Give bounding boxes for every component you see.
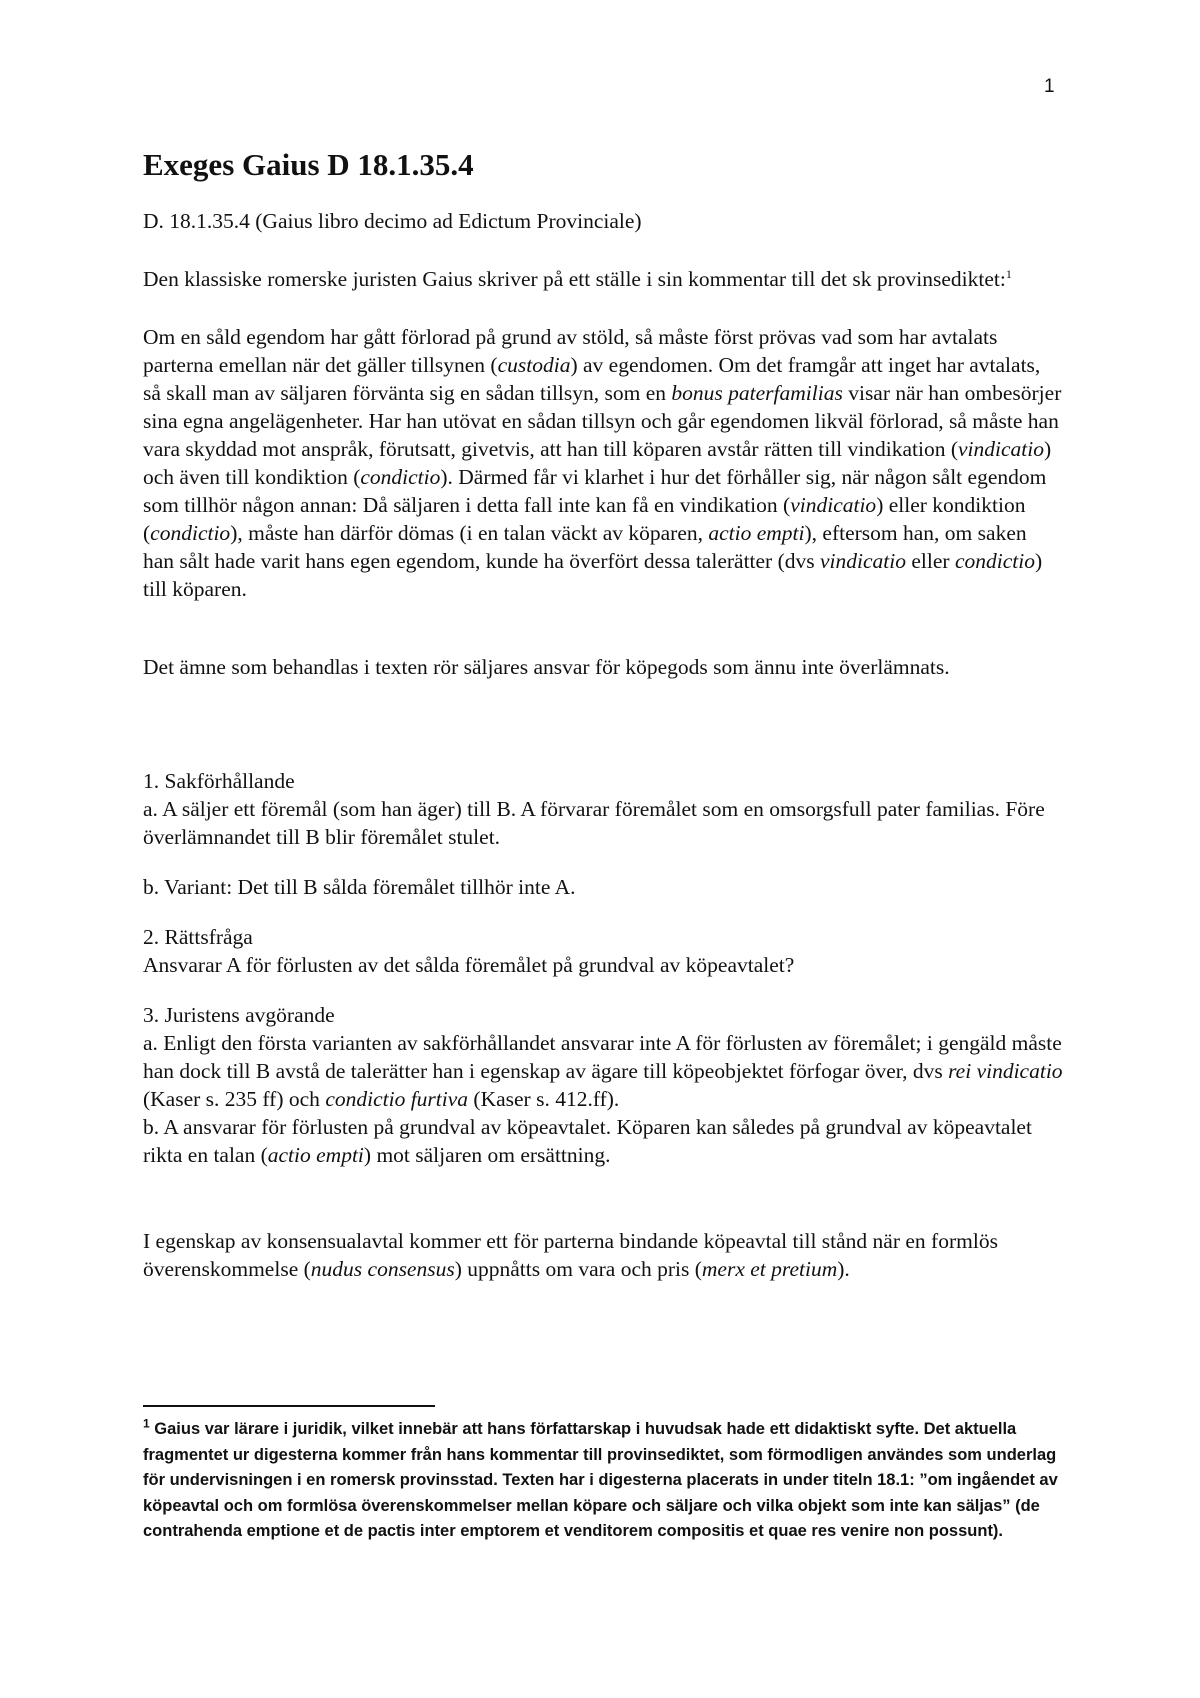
footnote-separator [143,1405,435,1407]
translation-paragraph [143,323,1063,603]
footnote-ref[interactable]: 1 [1005,266,1012,281]
intro-paragraph [143,265,1063,293]
document-body [143,145,1063,1283]
decision-text: ) mot säljaren om ersättning. [363,1143,611,1167]
translation-text: Om en såld egendom har gått förlorad på grund av stöld, så måste först prövas vad som har avtalats parterna emellan när det gäller tillsynen ( [143,325,998,377]
translation-text: visar när han ombesörjer sina egna angelägenheter. Har han utövat en sådan tillsyn och går egendomen likväl förlorad, så måste han vara skyddad mot anspråk, förutsatt, givetvis, att han till köparen avstår rätten till vindikation ( [143,381,1062,461]
latin-term: bonus paterfamilias [671,381,843,405]
facts-heading: 1. Sakförhållande [143,769,295,793]
latin-term: vindicatio [790,493,877,517]
footnote [143,1417,1063,1545]
translation-text: ) till köparen. [143,549,1043,601]
translation-text: ) eller kondiktion ( [143,493,1026,545]
consensual-text: ) uppnåtts om vara och pris ( [454,1257,702,1281]
latin-term: vindicatio [820,549,906,573]
consensual-text: ). [837,1257,850,1281]
translation-text: ) av egendomen. Om det framgår att inget har avtalats, så skall man av säljaren förvänta sig en sådan tillsyn, som en [143,353,1041,405]
footnote-mark: 1 [143,1416,150,1431]
translation-text: eller [905,549,955,573]
latin-term: actio empti [267,1143,364,1167]
latin-term: condictio [360,465,441,489]
consensual-paragraph [143,1227,1063,1283]
decision-text: (Kaser s. 412.ff). [468,1087,620,1111]
facts-variant-b: b. Variant: Det till B sålda föremålet tillhör inte A. [143,875,576,899]
latin-term: merx et pretium [701,1257,838,1281]
decision-text: b. A ansvarar för förlusten på grundval av köpeavtalet. Köparen kan således på grundval av köpeavtalet rikta en talan ( [143,1115,1032,1167]
consensual-text: I egenskap av konsensualavtal kommer ett för parterna bindande köpeavtal till stånd när en formlös överenskommelse ( [143,1229,998,1281]
latin-term: condictio furtiva [325,1087,469,1111]
decision-text: a. Enligt den första varianten av sakförhållandet ansvarar inte A för förlusten av föremålet; i gengäld måste han dock till B avstå de talerätter han i egenskap av ägare till köpeobjektet förfogar över, dvs [143,1031,1062,1083]
latin-term: vindicatio [958,437,1044,461]
decision-a [143,1029,1063,1113]
page-number: 1 [1044,76,1055,97]
translation-text: ), eftersom han, om saken han sålt hade varit hans egen egendom, kunde ha överfört dessa talerätter (dvs [143,521,1027,573]
translation-text: ), måste han därför dömas (i en talan väckt av köparen, [230,521,709,545]
source-reference: D. 18.1.35.4 (Gaius libro decimo ad Edictum Provinciale) [143,209,642,233]
latin-term: condictio [954,549,1035,573]
intro-text: Den klassiske romerske juristen Gaius skriver på ett ställe i sin kommentar till det sk provinsediktet: [143,267,1006,291]
translation-text: ) och även till kondiktion ( [143,437,1052,489]
subject-paragraph: Det ämne som behandlas i texten rör säljares ansvar för köpegods som ännu inte överlämnats. [143,655,950,679]
decision-text: (Kaser s. 235 ff) och [143,1087,326,1111]
facts-variant-a: a. A säljer ett föremål (som han äger) till B. A förvarar föremålet som en omsorgsfull pater familias. Före överlämnandet till B blir föremålet stulet. [143,797,1045,849]
latin-term: condictio [150,521,231,545]
document-title: Exeges Gaius D 18.1.35.4 [143,147,474,182]
translation-text: ). Därmed får vi klarhet i hur det förhåller sig, när någon sålt egendom som tillhör någon annan: Då säljaren i detta fall inte kan få en vindikation ( [143,465,1047,517]
question-text: Ansvarar A för förlusten av det sålda föremålet på grundval av köpeavtalet? [143,953,795,977]
footnote-text: Gaius var lärare i juridik, vilket innebär att hans författarskap i huvudsak hade ett didaktiskt syfte. Det aktuella fragmentet ur digesterna kommer från hans kommentar till provinsediktet, som förmodligen användes som underlag för undervisningen i en romersk provinsstad. Texten har i digesterna placerats in under titeln 18.1: ”om ingåendet av köpeavtal och om formlösa överenskommelser mellan köpare och säljare och vilka objekt som inte kan säljas” (de contrahenda emptione et de pactis inter emptorem et venditorem compositis et quae res venire non possunt). [143,1420,1058,1540]
decision-b [143,1113,1063,1169]
latin-term: actio empti [708,521,805,545]
question-heading: 2. Rättsfråga [143,925,253,949]
latin-term: custodia [497,353,571,377]
latin-term: rei vindicatio [948,1059,1063,1083]
latin-term: nudus consensus [310,1257,455,1281]
decision-heading: 3. Juristens avgörande [143,1003,335,1027]
